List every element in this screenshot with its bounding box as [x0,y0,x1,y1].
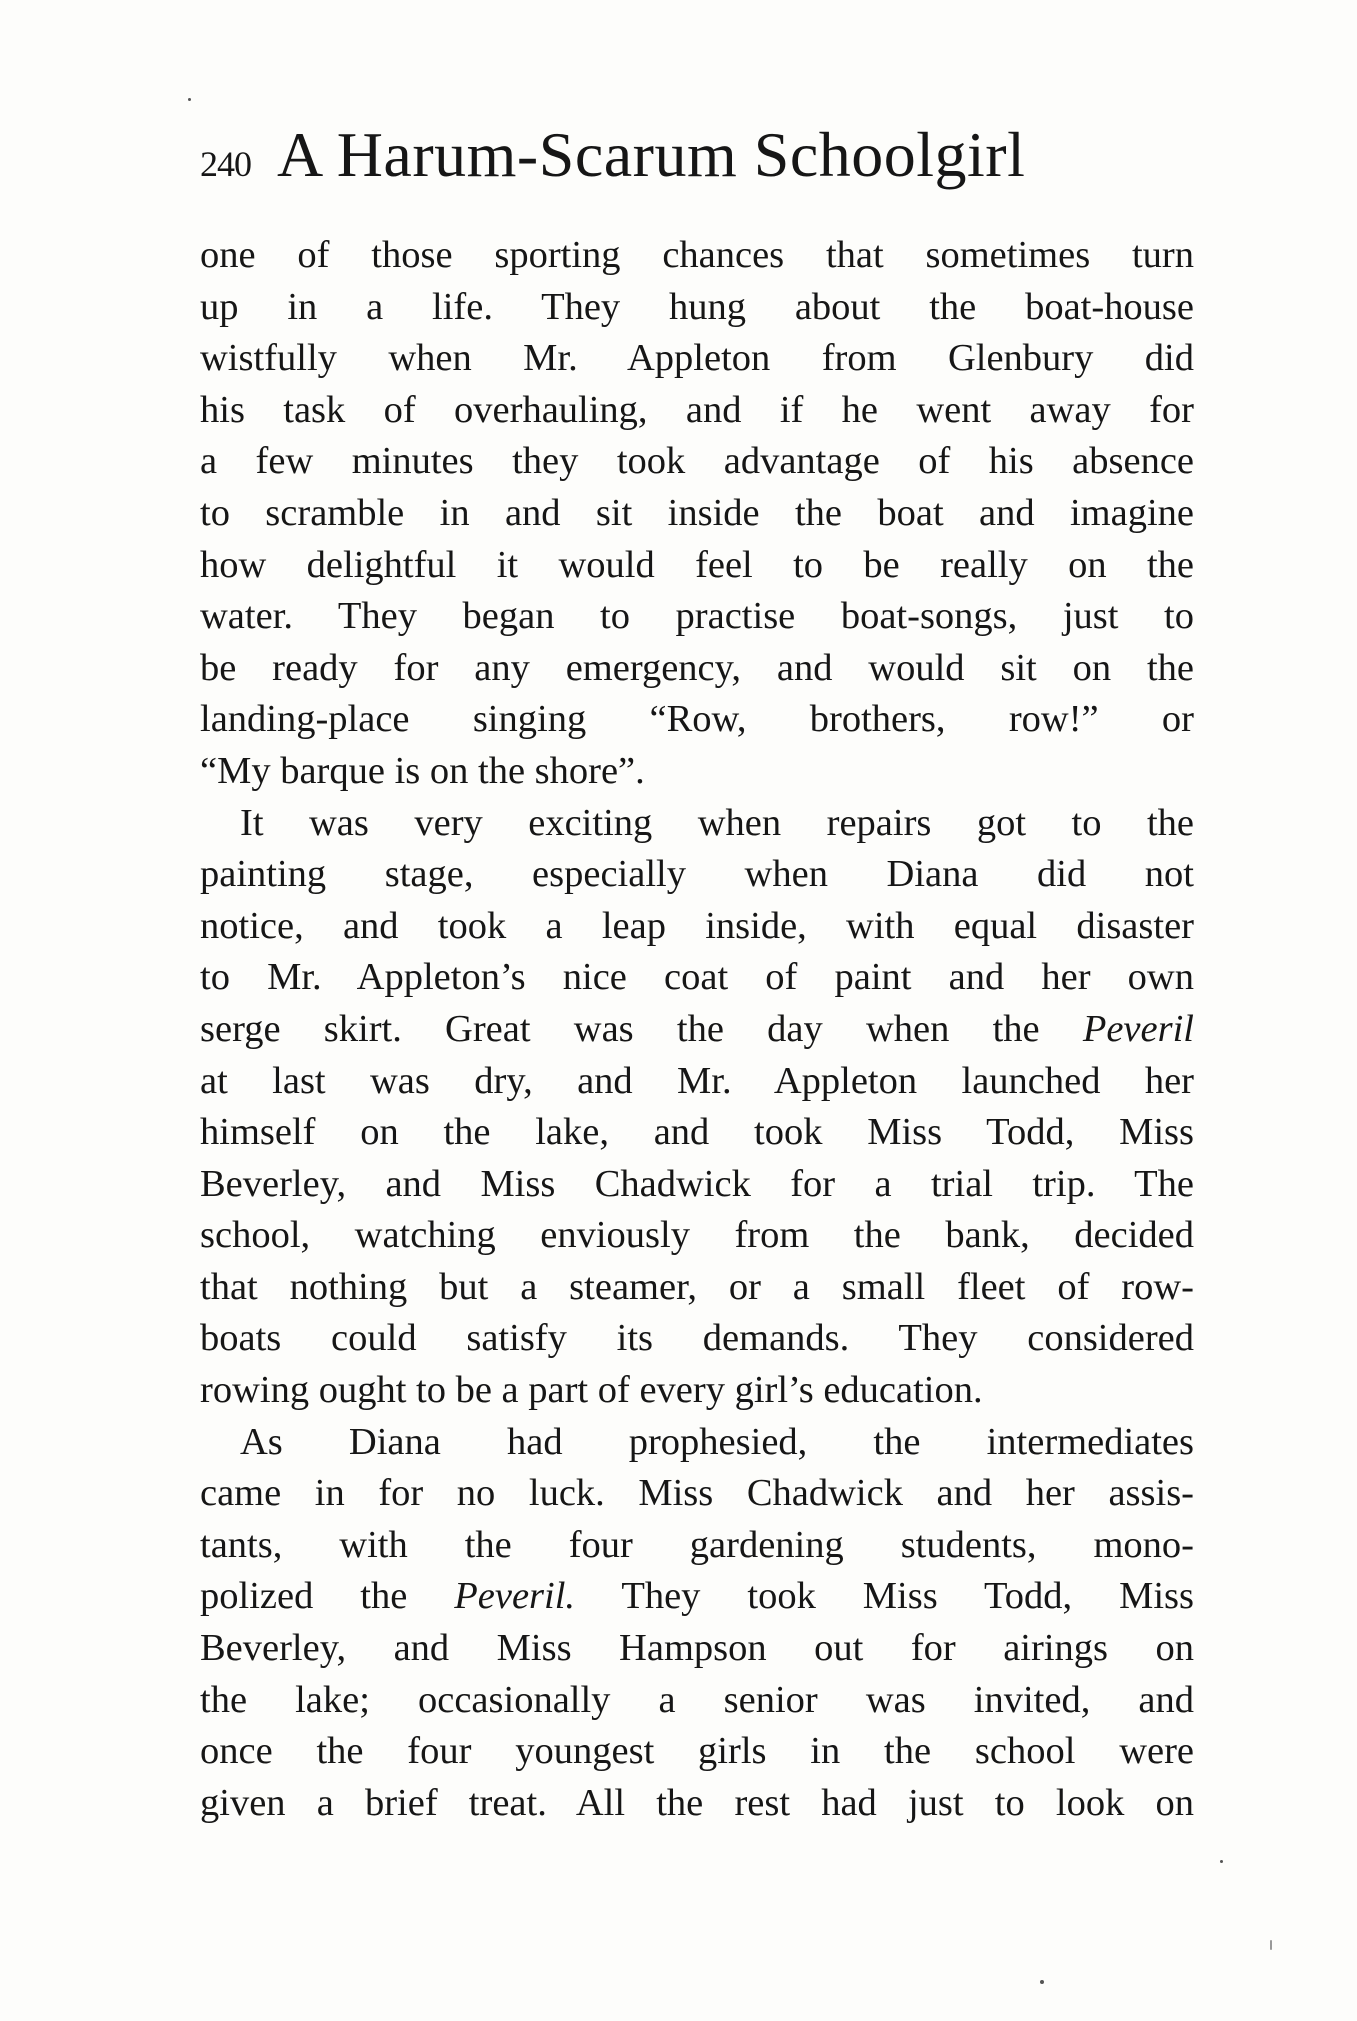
text-line: the lake; occasionally a senior was invited, and [200,1678,1194,1721]
page-header [200,118,1200,208]
text-line: notice, and took a leap inside, with equal disaster [200,904,1194,947]
running-title: A Harum-Scarum Schoolgirl [277,119,1026,190]
text-line: painting stage, especially when Diana did not [200,853,1194,896]
text-line: came in for no luck. Miss Chadwick and her assis- [200,1472,1194,1515]
text-segment: serge skirt. Great was the day when the [200,1007,1083,1050]
paragraph-end-line: “My barque is on the shore”. [200,749,645,792]
text-line: his task of overhauling, and if he went away for [200,388,1194,431]
text-line: boats could satisfy its demands. They considered [200,1317,1194,1360]
text-segment: polized the [200,1575,455,1618]
page-number: 240 [200,144,251,184]
text-line: tants, with the four gardening students, mono- [200,1523,1194,1566]
text-line: Beverley, and Miss Chadwick for a trial trip. The [200,1162,1194,1205]
speck [1040,1980,1044,1984]
speck [1220,1860,1223,1863]
text-line: one of those sporting chances that sometimes turn [200,234,1194,276]
text-line: Beverley, and Miss Hampson out for airings on [200,1627,1194,1670]
text-line: to Mr. Appleton’s nice coat of paint and her own [200,956,1194,999]
text-segment: They took Miss Todd, Miss [575,1575,1194,1618]
text-line: wistfully when Mr. Appleton from Glenbury did [200,337,1194,380]
italic-boat-name: Peveril. [454,1575,576,1618]
text-line: landing-place singing “Row, brothers, row!” or [200,698,1194,741]
speck [188,98,191,101]
text-line: how delightful it would feel to be really on the [200,543,1194,586]
text-line-with-italic [200,1004,1194,1056]
speck [1270,1940,1272,1950]
text-line: be ready for any emergency, and would sit on the [200,646,1194,689]
text-line: up in a life. They hung about the boat-house [200,285,1194,328]
paragraph-end-line: rowing ought to be a part of every girl’s education. [200,1369,983,1412]
text-line: a few minutes they took advantage of his absence [200,440,1194,483]
body-text [200,230,1194,1829]
text-line: himself on the lake, and took Miss Todd, Miss [200,1111,1194,1154]
paragraph-start-line: As Diana had prophesied, the intermediates [240,1420,1194,1463]
text-line-with-italic [200,1571,1194,1623]
text-line: to scramble in and sit inside the boat and imagine [200,491,1194,534]
italic-boat-name: Peveril [1082,1007,1194,1050]
text-line: at last was dry, and Mr. Appleton launched her [200,1059,1194,1102]
text-line: given a brief treat. All the rest had just to look on [200,1781,1194,1824]
text-line: once the four youngest girls in the school were [200,1730,1194,1773]
text-line: water. They began to practise boat-songs, just to [200,595,1194,638]
text-line: school, watching enviously from the bank, decided [200,1214,1194,1257]
text-line: that nothing but a steamer, or a small fleet of row- [200,1265,1194,1308]
paragraph-start-line: It was very exciting when repairs got to the [240,801,1194,844]
